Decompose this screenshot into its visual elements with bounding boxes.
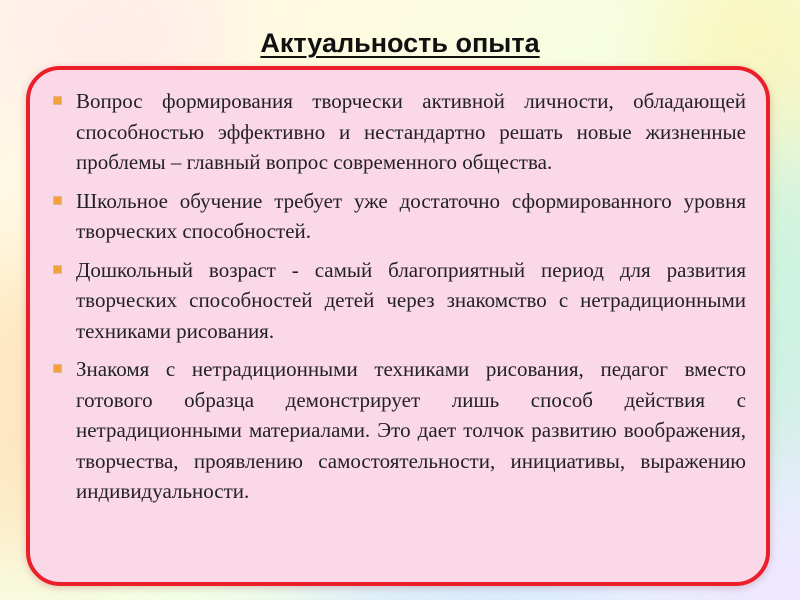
square-bullet-icon: [54, 197, 61, 204]
square-bullet-icon: [54, 266, 61, 273]
bullet-text: Дошкольный возраст - самый благоприятный период для развития творческих способностей детей через знакомство с нетрадиционными техниками рисования.: [76, 257, 746, 343]
bullet-text: Вопрос формирования творчески активной личности, обладающей способностью эффективно и нестандартно решать новые жизненные проблемы – главный вопрос современного общества.: [76, 89, 746, 174]
square-bullet-icon: [54, 365, 61, 372]
square-bullet-icon: [54, 97, 61, 104]
slide-title: Актуальность опыта: [260, 28, 540, 58]
content-card: [26, 66, 770, 586]
bullet-text: Школьное обучение требует уже достаточно сформированного уровня творческих способностей.: [76, 188, 746, 243]
bullet-item: [52, 186, 746, 247]
bullet-text: Знакомя с нетрадиционными техниками рисования, педагог вместо готового образца демонстрирует лишь способ действия с нетрадиционными материалами. Это дает толчок развитию воображения, творчества, проявлению самостоятельности, инициативы, выражению индивидуальности.: [76, 357, 746, 503]
bullet-item: [52, 86, 746, 178]
bullet-item: [52, 255, 746, 347]
bullet-item: [52, 354, 746, 507]
bullet-list: [52, 86, 746, 507]
